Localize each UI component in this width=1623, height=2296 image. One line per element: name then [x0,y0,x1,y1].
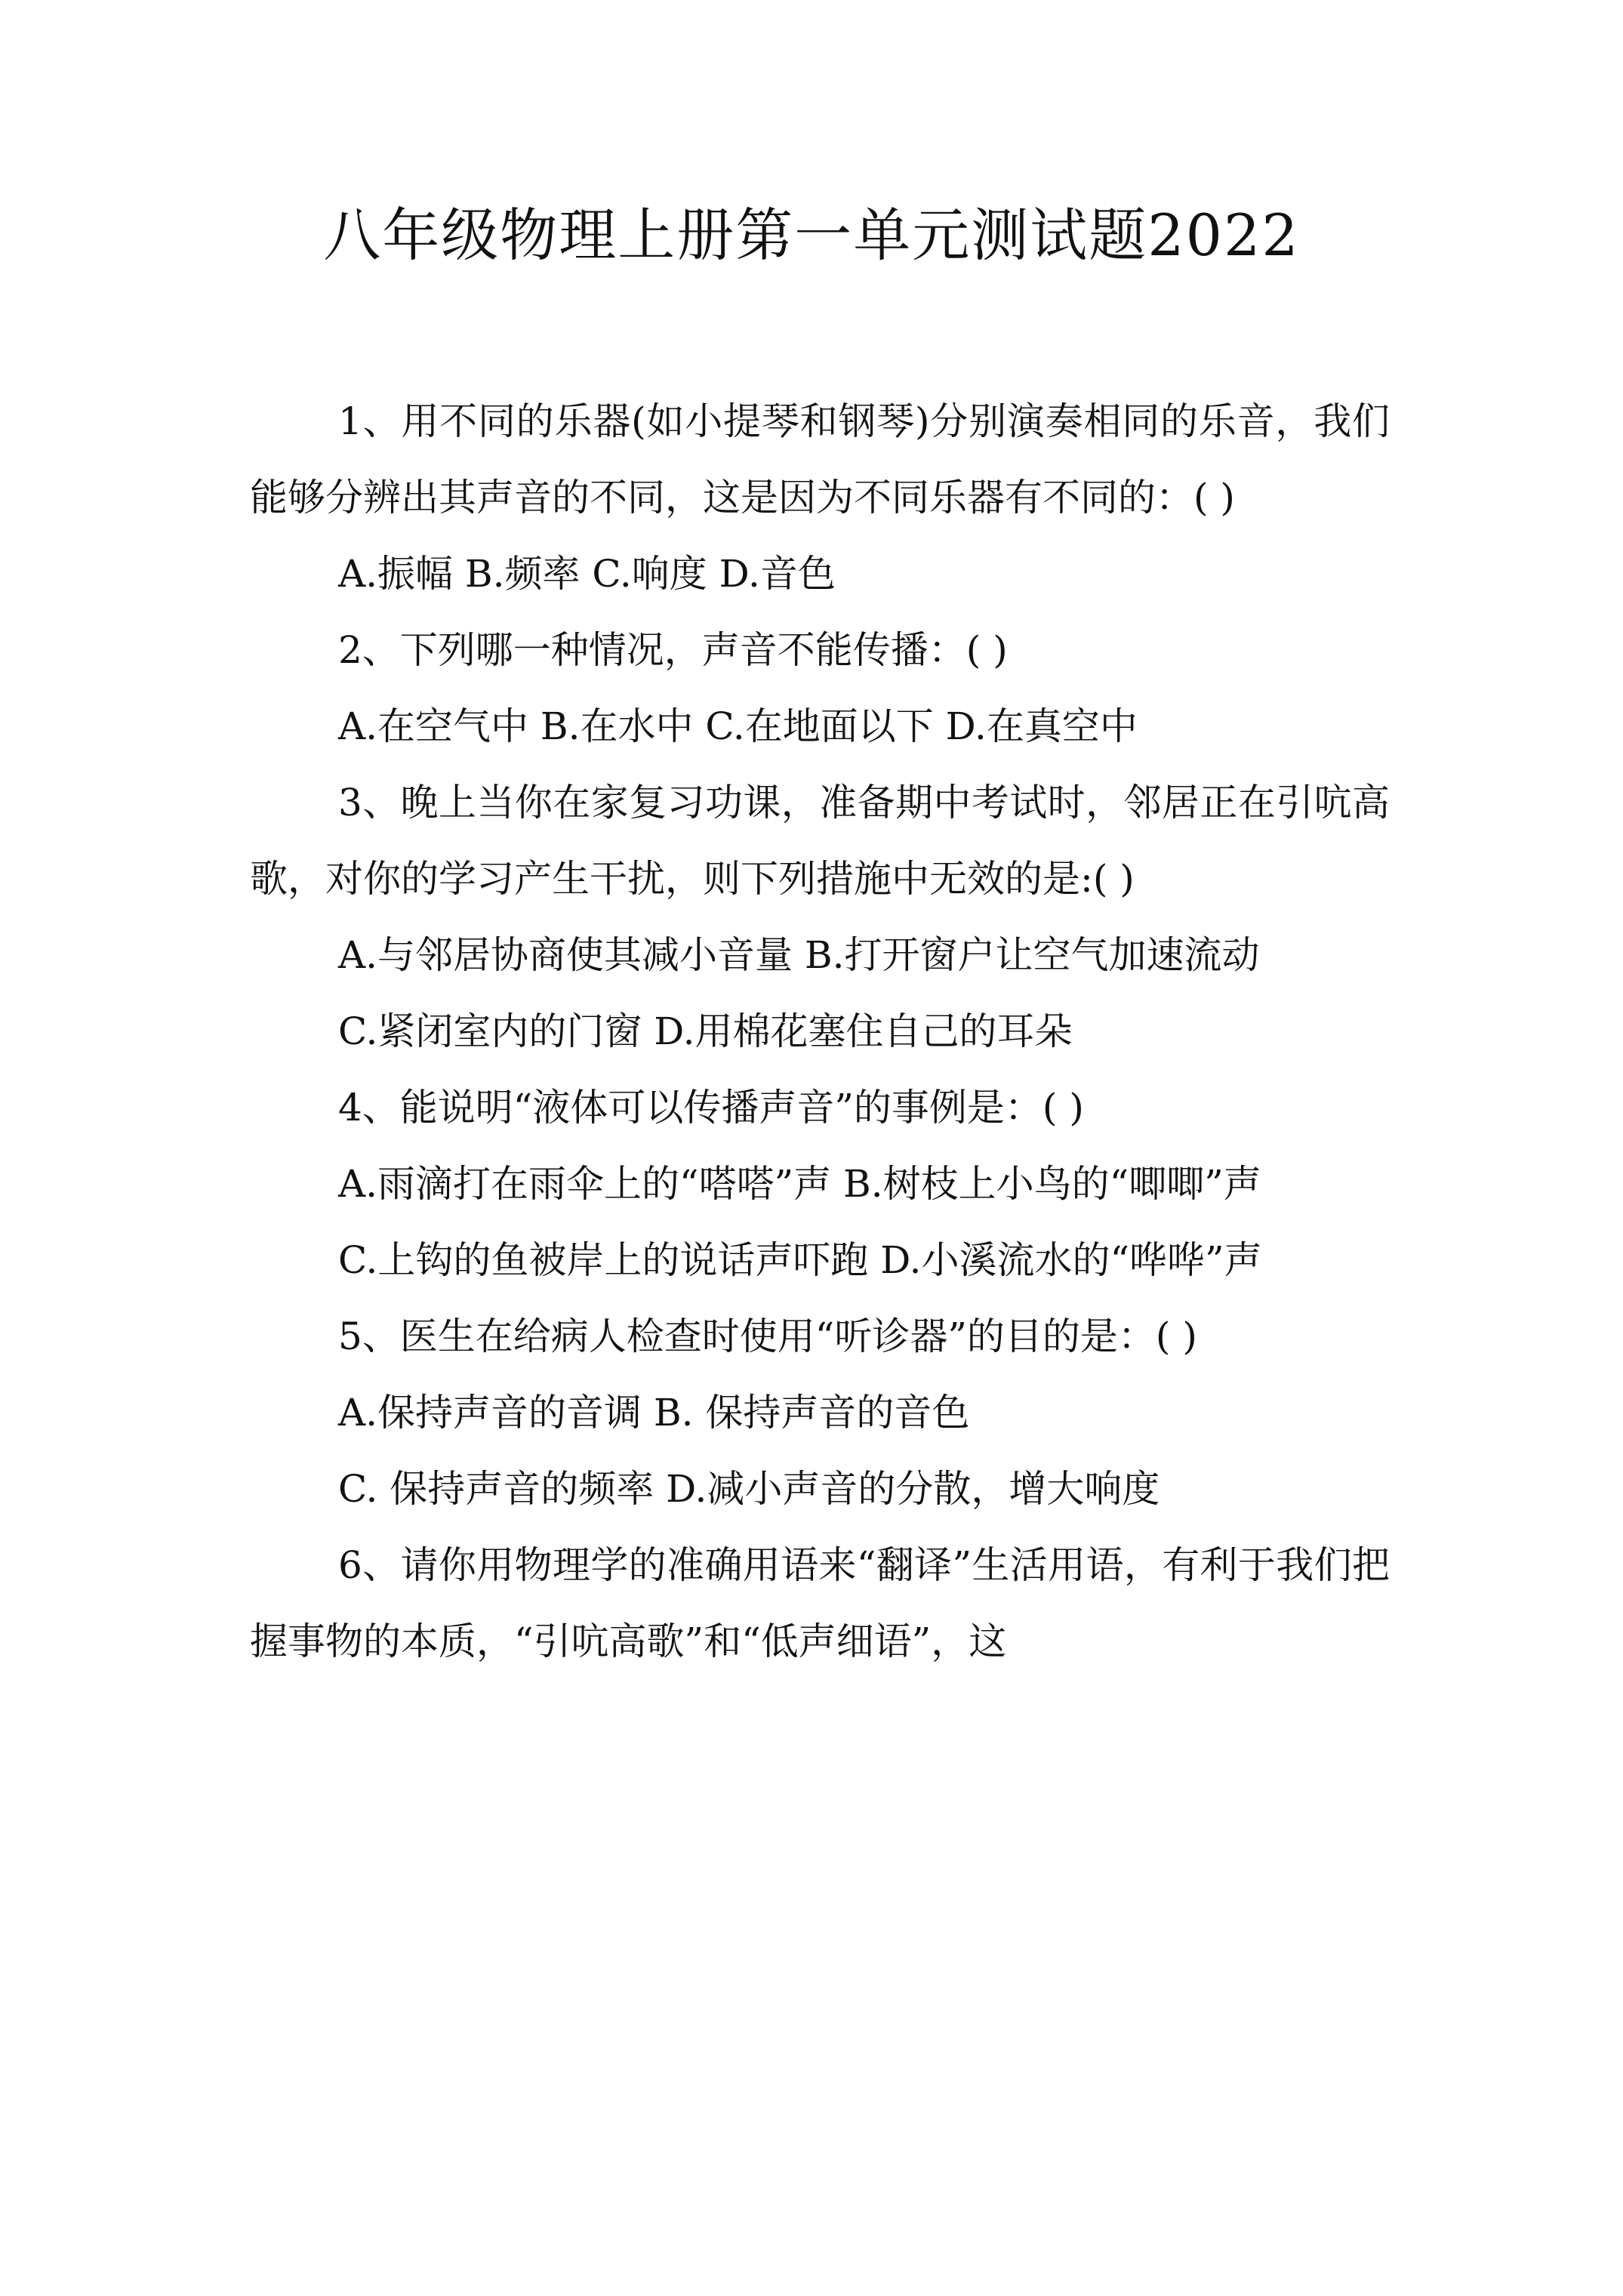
question-5-options-ab: A.保持声音的音调 B. 保持声音的音色 [338,1391,970,1435]
question-6-stem: 6、请你用物理学的准确用语来“翻译”生活用语，有利于我们把握事物的本质，“引吭高歌”和“低声细语”，这 [250,1543,1390,1663]
question-5-stem: 5、医生在给病人检查时使用“听诊器”的目的是：( ) [338,1314,1197,1358]
document-body [250,384,1390,1680]
question-2-stem: 2、下列哪一种情况，声音不能传播：( ) [338,628,1008,672]
question-5-options-cd: C. 保持声音的频率 D.减小声音的分散，增大响度 [338,1467,1160,1511]
question-1-options: A.振幅 B.频率 C.响度 D.音色 [338,552,836,596]
question-4-stem: 4、能说明“液体可以传播声音”的事例是：( ) [338,1086,1084,1130]
question-3-stem: 3、晚上当你在家复习功课，准备期中考试时，邻居正在引吭高歌，对你的学习产生干扰，则下列措施中无效的是:( ) [250,781,1390,901]
question-4-options-cd: C.上钩的鱼被岸上的说话声吓跑 D.小溪流水的“哗哗”声 [338,1238,1262,1282]
document-title: 八年级物理上册第一单元测试题2022 [323,202,1300,269]
question-3-options-ab: A.与邻居协商使其减小音量 B.打开窗户让空气加速流动 [338,933,1260,977]
question-1-stem: 1、用不同的乐器(如小提琴和钢琴)分别演奏相同的乐音，我们能够分辨出其声音的不同，这是因为不同乐器有不同的：( ) [250,399,1390,519]
question-3-options-cd: C.紧闭室内的门窗 D.用棉花塞住自己的耳朵 [338,1009,1073,1053]
question-4-options-ab: A.雨滴打在雨伞上的“嗒嗒”声 B.树枝上小鸟的“唧唧”声 [338,1162,1261,1206]
question-2-options: A.在空气中 B.在水中 C.在地面以下 D.在真空中 [338,704,1138,748]
